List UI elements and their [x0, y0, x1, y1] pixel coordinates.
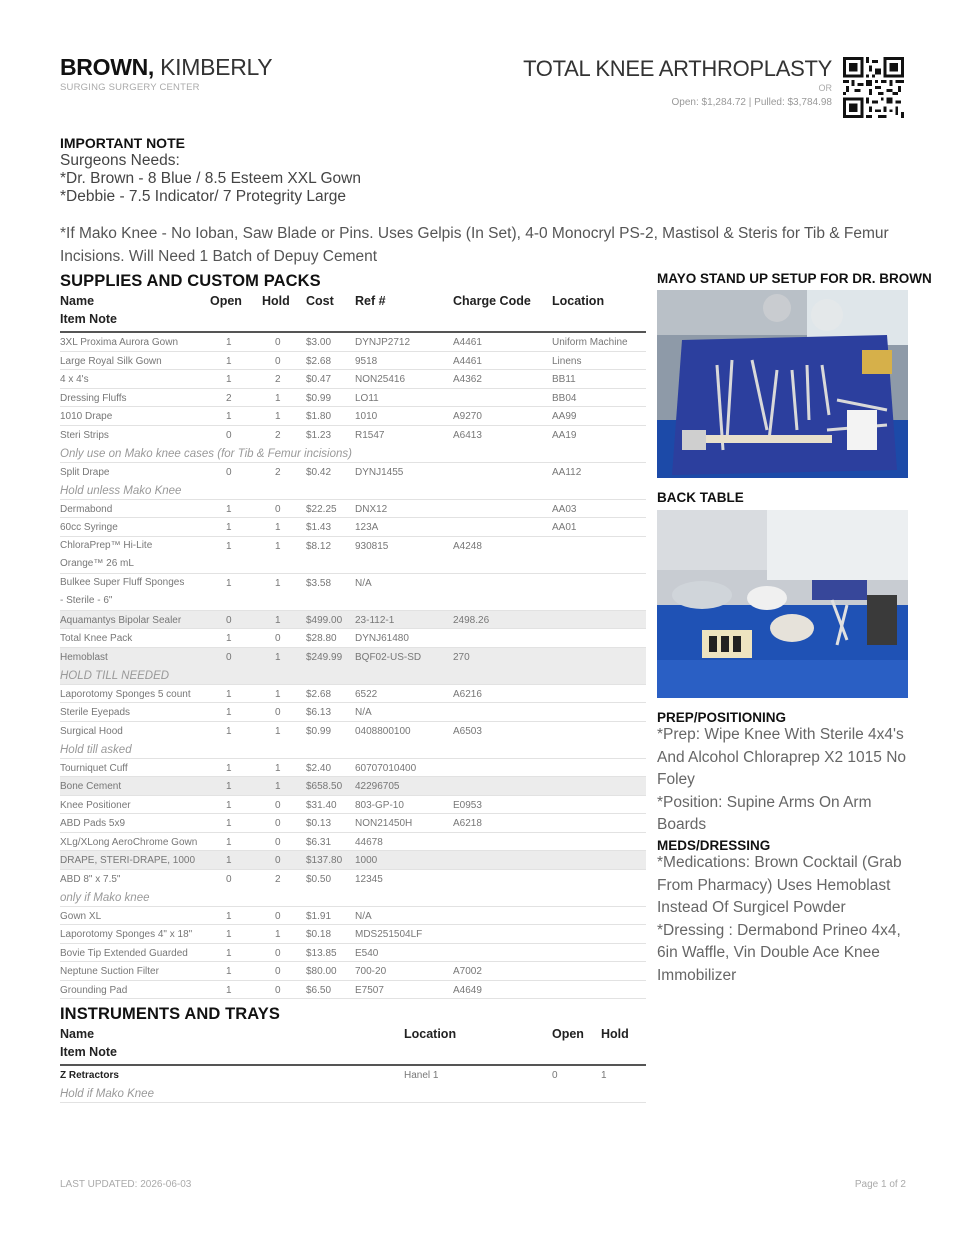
- supply-ref: DYNJ1455: [355, 466, 404, 478]
- supply-cost: $1.91: [306, 910, 332, 922]
- supply-location: AA03: [552, 503, 577, 515]
- supply-ref: 803-GP-10: [355, 799, 404, 811]
- supply-hold: 1: [275, 614, 281, 626]
- supply-cost: $0.50: [306, 873, 332, 885]
- supply-cost: $0.99: [306, 392, 332, 404]
- supply-cost: $6.50: [306, 984, 332, 996]
- supply-cost: $22.25: [306, 503, 337, 515]
- supply-name: Hemoblast: [60, 651, 108, 663]
- supply-hold: 1: [275, 929, 281, 940]
- supply-cost: $2.68: [306, 355, 332, 367]
- cost-summary: Open: $1,284.72 | Pulled: $3,784.98: [671, 97, 832, 108]
- supply-name: Large Royal Silk Gown: [60, 355, 162, 367]
- supply-open: 2: [226, 392, 232, 404]
- procedure-title: TOTAL KNEE ARTHROPLASTY: [523, 56, 832, 81]
- mayo-setup-title: MAYO STAND UP SETUP FOR DR. BROWN: [657, 271, 932, 286]
- supply-note: Only use on Mako knee cases (for Tib & Femur incisions): [60, 447, 352, 460]
- supply-hold: 1: [275, 725, 281, 737]
- patient-first-name: KIMBERLY: [160, 54, 273, 80]
- supply-location: Linens: [552, 355, 582, 367]
- mayo-stand-photo: [657, 290, 908, 478]
- supply-cost: $658.50: [306, 781, 343, 792]
- col-open-header: Open: [552, 1027, 584, 1041]
- supply-name: Knee Positioner: [60, 799, 131, 811]
- supply-ref: BQF02-US-SD: [355, 651, 422, 663]
- important-note-paragraph: *If Mako Knee - No Ioban, Saw Blade or Pins. Uses Gelpis (In Set), 4-0 Monocryl PS-2, Mastisol & Steris for Tib & Femur Incisions. Will Need 1 Batch of Depuy Cement: [60, 225, 889, 265]
- supply-hold: 0: [275, 355, 281, 367]
- instruments-header-row: [60, 1027, 646, 1045]
- supply-charge-code: 270: [453, 651, 470, 663]
- supply-charge-code: A6503: [453, 725, 482, 737]
- supply-ref: 9518: [355, 355, 378, 367]
- prep-positioning-title: PREP/POSITIONING: [657, 710, 787, 725]
- supply-charge-code: 2498.26: [453, 614, 490, 626]
- table-row: [60, 426, 646, 463]
- supply-ref: MDS251504LF: [355, 929, 423, 940]
- back-table-title: BACK TABLE: [657, 490, 744, 505]
- supply-ref: 0408800100: [355, 725, 411, 737]
- table-row: [60, 1066, 646, 1103]
- supply-note: only if Mako knee: [60, 891, 150, 904]
- supply-open: 1: [226, 337, 232, 348]
- supply-ref: N/A: [355, 577, 372, 589]
- supply-ref: 12345: [355, 873, 383, 885]
- supply-ref: N/A: [355, 910, 372, 922]
- supply-open: 1: [226, 503, 232, 515]
- supply-note: Hold unless Mako Knee: [60, 484, 182, 497]
- table-row: [60, 981, 646, 1000]
- qr-code-icon: [843, 57, 904, 118]
- instrument-note: Hold if Mako Knee: [60, 1088, 154, 1100]
- supply-cost: $2.40: [306, 762, 332, 774]
- supply-hold: 0: [275, 910, 281, 922]
- table-row: [60, 389, 646, 408]
- supply-hold: 0: [275, 984, 281, 996]
- table-row: [60, 407, 646, 426]
- supply-open: 1: [226, 947, 232, 959]
- facility-name: SURGING SURGERY CENTER: [60, 82, 200, 93]
- supply-ref: NON25416: [355, 374, 406, 385]
- supply-open: 1: [226, 725, 232, 737]
- meds-dressing-title: MEDS/DRESSING: [657, 838, 771, 853]
- table-row: [60, 648, 646, 685]
- supply-open: 1: [226, 984, 232, 996]
- supply-name: Dressing Fluffs: [60, 392, 127, 404]
- supply-open: 1: [226, 707, 232, 718]
- note-line: *Debbie - 7.5 Indicator/ 7 Protegrity Large: [60, 188, 347, 205]
- supply-name: Laporotomy Sponges 5 count: [60, 688, 191, 700]
- important-note-lines: [60, 152, 361, 206]
- supply-ref: 44678: [355, 836, 383, 848]
- supply-open: 1: [226, 688, 232, 700]
- supply-hold: 1: [275, 392, 281, 404]
- col-open-header: Open: [210, 294, 242, 308]
- supply-ref: LO11: [355, 392, 379, 404]
- supply-cost: $1.23: [306, 429, 332, 441]
- supply-name: Total Knee Pack: [60, 633, 133, 644]
- table-row: [60, 611, 646, 630]
- supply-location: AA99: [552, 411, 577, 422]
- supply-hold: 0: [275, 503, 281, 515]
- instrument-open: 0: [552, 1070, 558, 1081]
- table-row: [60, 777, 646, 796]
- table-row: [60, 463, 646, 500]
- supply-hold: 2: [275, 374, 281, 385]
- supply-cost: $28.80: [306, 633, 337, 644]
- supply-hold: 0: [275, 799, 281, 811]
- instruments-subheader-row: [60, 1045, 646, 1063]
- supply-hold: 1: [275, 577, 281, 589]
- supply-open: 1: [226, 910, 232, 922]
- prep-positioning-text: *Prep: Wipe Knee With Sterile 4x4's And Alcohol Chloraprep X2 1015 No Foley *Position: Supine Arms On Arm Boards: [657, 726, 907, 833]
- supply-location: AA19: [552, 429, 577, 441]
- supply-ref: 1000: [355, 855, 378, 866]
- supply-open: 1: [226, 818, 232, 829]
- supply-charge-code: A4362: [453, 374, 482, 385]
- instrument-name: Z Retractors: [60, 1070, 119, 1081]
- supply-cost: $1.80: [306, 411, 332, 422]
- supply-ref: 23-112-1: [355, 614, 395, 626]
- supplies-section-title: SUPPLIES AND CUSTOM PACKS: [60, 272, 321, 290]
- supply-charge-code: E0953: [453, 799, 482, 811]
- supply-note: Hold till asked: [60, 743, 132, 756]
- supply-note: HOLD TILL NEEDED: [60, 669, 170, 682]
- supply-open: 0: [226, 614, 232, 626]
- supply-cost: $0.18: [306, 929, 332, 940]
- supply-name: XLg/XLong AeroChrome Gown: [60, 836, 198, 848]
- supply-hold: 1: [275, 781, 281, 792]
- supply-hold: 2: [275, 429, 281, 441]
- supply-open: 1: [226, 540, 232, 552]
- supply-charge-code: A9270: [453, 411, 482, 422]
- supply-hold: 1: [275, 762, 281, 774]
- table-row: [60, 870, 646, 907]
- supply-ref: DYNJP2712: [355, 337, 411, 348]
- supply-charge-code: A4461: [453, 355, 482, 367]
- supply-open: 1: [226, 781, 232, 792]
- supply-open: 0: [226, 466, 232, 478]
- col-hold-header: Hold: [262, 294, 290, 308]
- supply-name: 3XL Proxima Aurora Gown: [60, 337, 179, 348]
- supply-name: Laporotomy Sponges 4" x 18": [60, 929, 193, 940]
- table-row: [60, 722, 646, 759]
- supply-name: Grounding Pad: [60, 984, 128, 996]
- supply-cost: $2.68: [306, 688, 332, 700]
- supply-hold: 1: [275, 522, 281, 533]
- supply-charge-code: A6216: [453, 688, 482, 700]
- supply-location: BB04: [552, 392, 577, 404]
- supply-hold: 0: [275, 818, 281, 829]
- supplies-header-row: [60, 294, 646, 312]
- supply-name: ChloraPrep™ Hi-Lite Orange™ 26 mL: [60, 539, 153, 569]
- table-row: [60, 944, 646, 963]
- instrument-hold: 1: [601, 1070, 607, 1081]
- col-hold-header: Hold: [601, 1027, 629, 1041]
- supply-hold: 0: [275, 707, 281, 718]
- table-row: [60, 333, 646, 352]
- supply-name: Sterile Eyepads: [60, 707, 131, 718]
- meds-dressing-text: *Medications: Brown Cocktail (Grab From Pharmacy) Uses Hemoblast Instead Of Surgicel Powder *Dressing : Dermabond Prineo 4x4, 6in Waffle, Vin Double Ace Knee Immobilizer: [657, 854, 902, 984]
- supply-name: Split Drape: [60, 466, 110, 478]
- table-row: [60, 352, 646, 371]
- supply-open: 1: [226, 577, 232, 589]
- supply-open: 1: [226, 522, 232, 533]
- patient-last-name: BROWN,: [60, 54, 155, 80]
- supply-ref: E7507: [355, 984, 384, 996]
- supply-ref: E540: [355, 947, 379, 959]
- table-row: [60, 518, 646, 537]
- supply-hold: 0: [275, 855, 281, 866]
- supply-cost: $3.00: [306, 337, 332, 348]
- back-table-photo: [657, 510, 908, 698]
- supply-name: Tourniquet Cuff: [60, 762, 128, 774]
- supply-location: AA112: [552, 466, 582, 478]
- col-name-header: Name: [60, 294, 95, 308]
- table-row: [60, 796, 646, 815]
- supply-charge-code: A4461: [453, 337, 482, 348]
- table-row: [60, 851, 646, 870]
- supply-ref: N/A: [355, 707, 372, 718]
- supply-cost: $249.99: [306, 651, 343, 663]
- supply-hold: 1: [275, 651, 281, 663]
- supply-name: Neptune Suction Filter: [60, 966, 159, 977]
- supply-ref: NON21450H: [355, 818, 413, 829]
- supply-open: 1: [226, 799, 232, 811]
- table-row: [60, 574, 646, 611]
- supply-location: BB11: [552, 374, 576, 385]
- supply-name: Gown XL: [60, 910, 102, 922]
- supply-cost: $0.13: [306, 818, 332, 829]
- supply-open: 0: [226, 429, 232, 441]
- supply-ref: 42296705: [355, 781, 400, 792]
- important-note-title: IMPORTANT NOTE: [60, 135, 185, 151]
- supply-cost: $0.47: [306, 374, 332, 385]
- instruments-table: [60, 1027, 646, 1103]
- supply-cost: $31.40: [306, 799, 337, 811]
- table-row: [60, 833, 646, 852]
- table-row: [60, 925, 646, 944]
- note-line: Surgeons Needs:: [60, 152, 180, 169]
- supply-cost: $499.00: [306, 614, 343, 626]
- supply-cost: $0.42: [306, 466, 332, 478]
- supply-location: Uniform Machine: [552, 337, 628, 348]
- table-row: [60, 685, 646, 704]
- supply-hold: 0: [275, 836, 281, 848]
- supply-name: ABD 8" x 7.5": [60, 873, 121, 885]
- supply-ref: DNX12: [355, 503, 388, 515]
- table-row: [60, 962, 646, 981]
- instrument-location: Hanel 1: [404, 1070, 439, 1081]
- supply-location: AA01: [552, 522, 577, 533]
- supply-open: 0: [226, 873, 232, 885]
- table-row: [60, 537, 646, 574]
- supply-name: Dermabond: [60, 503, 113, 515]
- supply-ref: 930815: [355, 540, 389, 552]
- col-location-header: Location: [552, 294, 605, 308]
- supply-name: 60cc Syringe: [60, 522, 118, 533]
- table-row: [60, 500, 646, 519]
- col-name-header: Name: [60, 1027, 95, 1041]
- room-label: OR: [818, 83, 832, 93]
- supply-hold: 2: [275, 873, 281, 885]
- table-row: [60, 703, 646, 722]
- supply-charge-code: A6413: [453, 429, 482, 441]
- supplies-table: [60, 294, 646, 999]
- supply-cost: $6.31: [306, 836, 332, 848]
- supply-cost: $137.80: [306, 855, 343, 866]
- supply-ref: 700-20: [355, 966, 387, 977]
- supply-hold: 0: [275, 947, 281, 959]
- supply-ref: 123A: [355, 522, 379, 533]
- supply-hold: 2: [275, 466, 281, 478]
- supply-ref: 60707010400: [355, 762, 417, 774]
- table-row: [60, 370, 646, 389]
- supply-name: Bulkee Super Fluff Sponges - Sterile - 6": [60, 576, 185, 606]
- supply-open: 1: [226, 929, 232, 940]
- supply-open: 1: [226, 411, 232, 422]
- col-cost-header: Cost: [306, 294, 334, 308]
- supply-charge-code: A6218: [453, 818, 482, 829]
- supply-open: 1: [226, 762, 232, 774]
- supply-hold: 1: [275, 411, 281, 422]
- table-row: [60, 907, 646, 926]
- supply-hold: 0: [275, 337, 281, 348]
- table-row: [60, 629, 646, 648]
- supply-cost: $80.00: [306, 966, 337, 977]
- col-item-note-header: Item Note: [60, 1045, 117, 1059]
- page-number: Page 1 of 2: [854, 1179, 906, 1190]
- supply-charge-code: A4248: [453, 540, 482, 552]
- supply-cost: $3.58: [306, 577, 332, 589]
- table-row: [60, 759, 646, 778]
- col-location-header: Location: [404, 1027, 457, 1041]
- last-updated: LAST UPDATED: 2026-06-03: [60, 1179, 192, 1190]
- supply-open: 1: [226, 855, 232, 866]
- supply-name: Bone Cement: [60, 781, 122, 792]
- supply-hold: 1: [275, 688, 281, 700]
- col-item-note-header: Item Note: [60, 312, 117, 326]
- supply-cost: $1.43: [306, 522, 332, 533]
- table-row: [60, 814, 646, 833]
- supply-name: Bovie Tip Extended Guarded: [60, 947, 188, 959]
- supply-name: Aquamantys Bipolar Sealer: [60, 614, 182, 626]
- supplies-rows: [60, 333, 646, 999]
- supply-ref: DYNJ61480: [355, 633, 409, 644]
- supply-open: 0: [226, 651, 232, 663]
- supply-cost: $13.85: [306, 947, 337, 959]
- supply-open: 1: [226, 374, 232, 385]
- supply-open: 1: [226, 966, 232, 977]
- supply-name: Surgical Hood: [60, 725, 123, 737]
- note-line: *Dr. Brown - 8 Blue / 8.5 Esteem XXL Gown: [60, 170, 361, 187]
- supply-name: ABD Pads 5x9: [60, 818, 126, 829]
- supply-open: 1: [226, 355, 232, 367]
- supply-name: 4 x 4's: [60, 374, 89, 385]
- supply-hold: 0: [275, 966, 281, 977]
- supply-ref: 1010: [355, 411, 378, 422]
- supply-open: 1: [226, 836, 232, 848]
- supply-ref: 6522: [355, 688, 378, 700]
- supply-charge-code: A4649: [453, 984, 482, 996]
- supply-hold: 0: [275, 633, 281, 644]
- instruments-section-title: INSTRUMENTS AND TRAYS: [60, 1005, 280, 1023]
- patient-name: [60, 54, 272, 81]
- supply-name: 1010 Drape: [60, 411, 113, 422]
- supply-ref: R1547: [355, 429, 385, 441]
- supply-name: DRAPE, STERI-DRAPE, 1000: [60, 855, 196, 866]
- col-ref-header: Ref #: [355, 294, 386, 308]
- supplies-subheader-row: [60, 312, 646, 330]
- supply-open: 1: [226, 633, 232, 644]
- col-charge-header: Charge Code: [453, 294, 531, 308]
- supply-name: Steri Strips: [60, 429, 109, 441]
- supply-charge-code: A7002: [453, 966, 482, 977]
- supply-cost: $8.12: [306, 540, 332, 552]
- supply-hold: 1: [275, 540, 281, 552]
- supply-cost: $0.99: [306, 725, 332, 737]
- supply-cost: $6.13: [306, 707, 332, 718]
